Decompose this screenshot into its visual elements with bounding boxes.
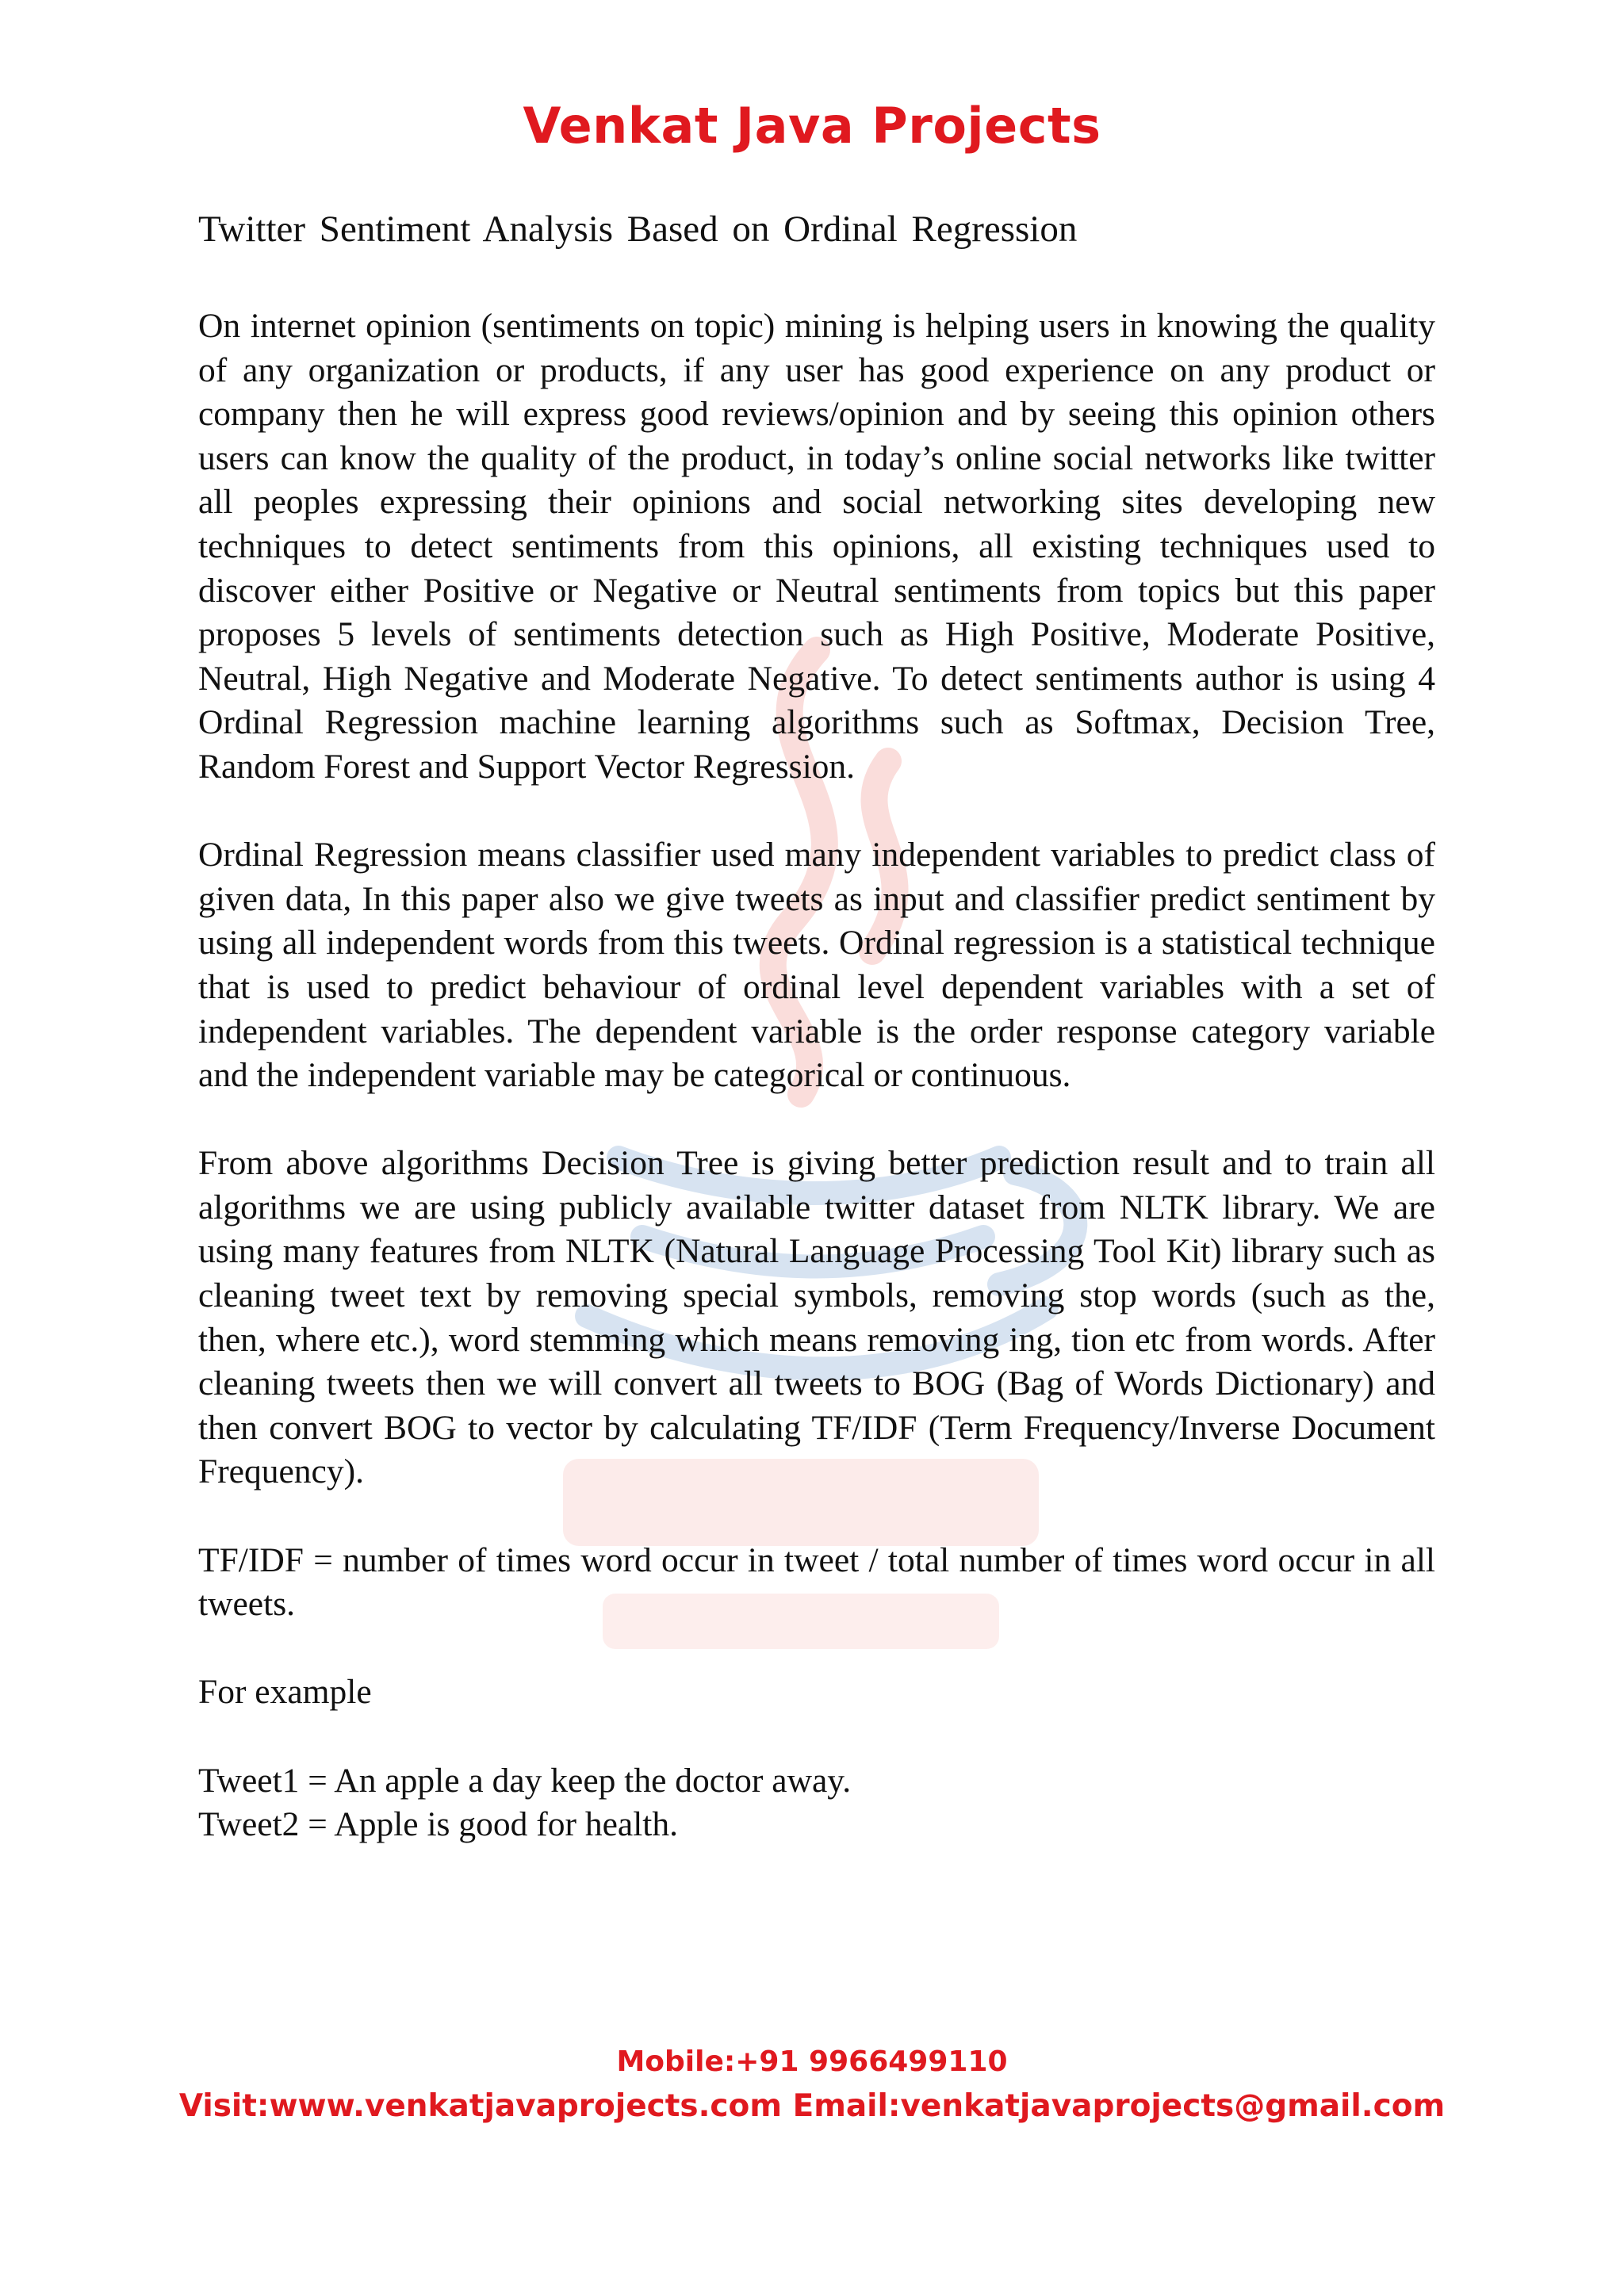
document-title: Twitter Sentiment Analysis Based on Ordinal Regression bbox=[198, 209, 1078, 250]
paragraph-algorithms: From above algorithms Decision Tree is giving better prediction result and to train all algorithms we are using publicly available twitter dataset from NLTK library. We are using many features from NLTK (Natural Language Processing Tool Kit) library such as cleaning tweet text by removing special symbols, removing stop words (such as the, then, where etc.), word stemming which means removing ing, tion etc from words. After cleaning tweets then we will convert all tweets to BOG (Bag of Words Dictionary) and then convert BOG to vector by calculating TF/IDF (Term Frequency/Inverse Document Frequency). bbox=[198, 1144, 1435, 1491]
paragraph-tfidf: TF/IDF = number of times word occur in tweet / total number of times word occur in all tweets. bbox=[198, 1540, 1435, 1624]
paragraph-intro: On internet opinion (sentiments on topic) mining is helping users in knowing the quality of any organization or products, if any user has good experience on any product or company then he will express good reviews/opinion and by seeing this opinion others users can know the quality of the product, in today’s online social networks like twitter all peoples expressing their opinions and social networking sites developing new techniques to detect sentiments from this opinions, all existing techniques used to discover either Positive or Negative or Neutral sentiments from topics but this paper proposes 5 levels of sentiments detection such as High Positive, Moderate Positive, Neutral, High Negative and Moderate Negative. To detect sentiments author is using 4 Ordinal Regression machine learning algorithms such as Softmax, Decision Tree, Random Forest and Support Vector Regression. bbox=[198, 307, 1435, 786]
document-body bbox=[198, 304, 1435, 1847]
paragraph-ordinal-regression: Ordinal Regression means classifier used many independent variables to predict class of given data, In this paper also we give tweets as input and classifier predict sentiment by using all independent words from this tweets. Ordinal regression is a statistical technique that is used to predict behaviour of ordinal level dependent variables with a set of independent variables. The dependent variable is the order response category variable and the independent variable may be categorical or continuous. bbox=[198, 836, 1435, 1095]
tweet2-example: Tweet2 = Apple is good for health. bbox=[198, 1805, 678, 1844]
brand-header: Venkat Java Projects bbox=[523, 97, 1101, 155]
example-label: For example bbox=[198, 1673, 372, 1712]
tweet1-example: Tweet1 = An apple a day keep the doctor away. bbox=[198, 1761, 852, 1800]
footer-contact: Visit:www.venkatjavaprojects.com Email:venkatjavaprojects@gmail.com bbox=[178, 2088, 1446, 2124]
footer-mobile: Mobile:+91 9966499110 bbox=[616, 2045, 1008, 2078]
